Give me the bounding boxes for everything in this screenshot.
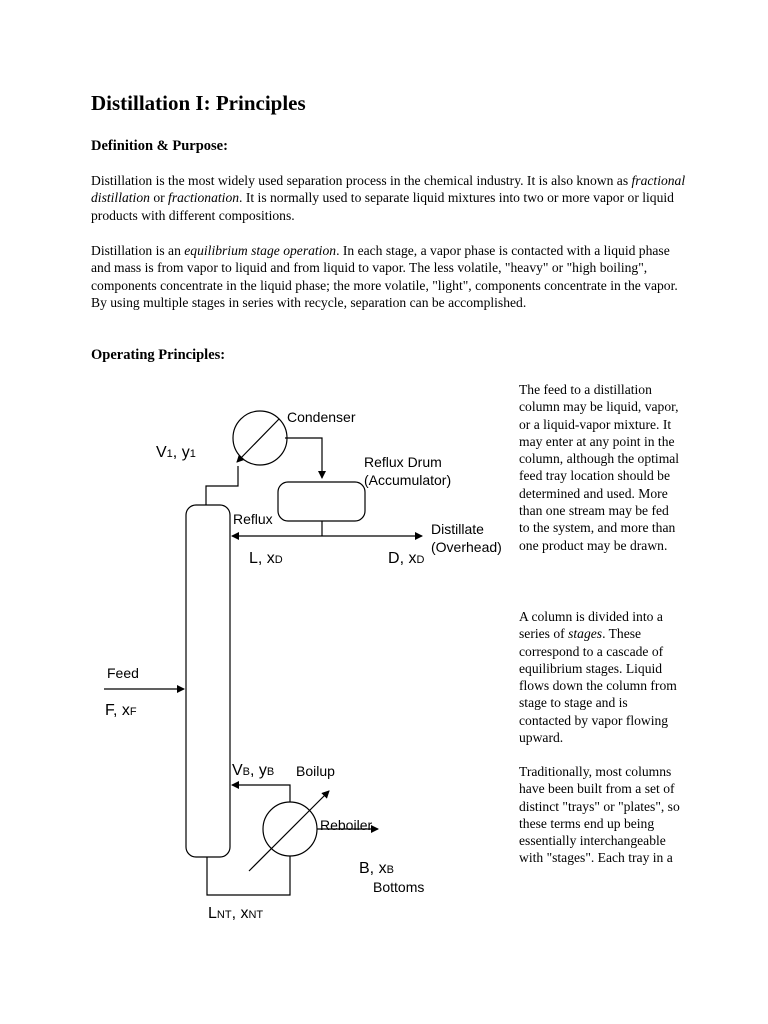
definition-paragraph-1 xyxy=(91,172,691,224)
d-xd-label: D, xD xyxy=(388,550,425,567)
reflux-drum-label: Reflux Drum xyxy=(364,454,442,470)
reboiler-label: Reboiler xyxy=(320,817,373,833)
b-xb-label: B, xB xyxy=(359,860,394,877)
side-paragraph-feed: The feed to a distillation column may be liquid, vapor, or a liquid-vapor mixture. It may enter at any point in the column, although the optimal feed tray location should be determined and used. More than one stream may be fed to the system, and more than one product may be drawn. xyxy=(519,382,680,553)
distillate-label: Distillate xyxy=(431,521,484,537)
text-run: or xyxy=(149,190,169,206)
boilup-line xyxy=(232,785,290,802)
text-run: . In each stage, a vapor phase is contacted with a liquid phase and mass is from vapor to liquid and from liquid to vapor. The less volatile, "heavy" or "high boiling", components concentrate in the liquid phase; the more volatile, "light", components concentrate in the vapor. By using multiple stages in series with recycle, separation can be accomplished. xyxy=(91,243,678,310)
distillation-column-diagram xyxy=(0,370,520,930)
definition-heading: Definition & Purpose: xyxy=(91,138,228,154)
side-paragraph-trays: Traditionally, most columns have been built from a set of distinct "trays" or "plates", so these terms end up being essentially interchangeable with "stages". Each tray in a xyxy=(519,764,680,866)
text-run: Distillation is an xyxy=(91,243,185,258)
vb-yb-label: VB, yB xyxy=(232,762,275,779)
text-run: . These correspond to a cascade of equilibrium stages. Liquid flows down the column from stage to stage and is contacted by vapor flowing upward. xyxy=(519,626,677,746)
lnt-xnt-label: LNT, xNT xyxy=(208,905,264,922)
italic-term: stages xyxy=(568,626,603,642)
italic-term: equilibrium stage operation xyxy=(184,243,337,258)
f-xf-label: F, xF xyxy=(105,702,137,719)
bottoms-label: Bottoms xyxy=(373,879,425,895)
boilup-label: Boilup xyxy=(296,763,335,779)
condenser-coil-arrow xyxy=(237,419,279,462)
text-run: . It is normally used to separate liquid mixtures into two or more vapor or liquid products with different compositions. xyxy=(91,190,674,223)
reboiler-icon xyxy=(263,802,317,856)
distillation-column xyxy=(186,505,230,857)
l-xd-label: L, xD xyxy=(249,550,283,567)
bottoms-liquid-line xyxy=(207,856,290,895)
v1-y1-label: V1, y1 xyxy=(156,444,196,461)
text-run: Distillation is the most widely used separation process in the chemical industry. It is also known as xyxy=(91,173,632,188)
condensate-line xyxy=(285,438,322,478)
side-paragraph-stages xyxy=(519,608,681,746)
overhead-vapor-line xyxy=(206,466,238,505)
accumulator-label: (Accumulator) xyxy=(364,472,452,488)
page-title: Distillation I: Principles xyxy=(91,91,306,115)
definition-paragraph-2 xyxy=(91,242,691,311)
text-run: A column is divided into a series of xyxy=(519,609,663,642)
italic-term: fractional distillation xyxy=(91,173,686,206)
condenser-label: Condenser xyxy=(287,409,356,425)
reflux-label: Reflux xyxy=(233,511,273,527)
feed-label: Feed xyxy=(107,665,139,681)
operating-principles-heading: Operating Principles: xyxy=(91,347,226,363)
italic-term: fractionation xyxy=(168,190,240,206)
reflux-drum xyxy=(278,482,365,521)
overhead-label: (Overhead) xyxy=(431,539,502,555)
